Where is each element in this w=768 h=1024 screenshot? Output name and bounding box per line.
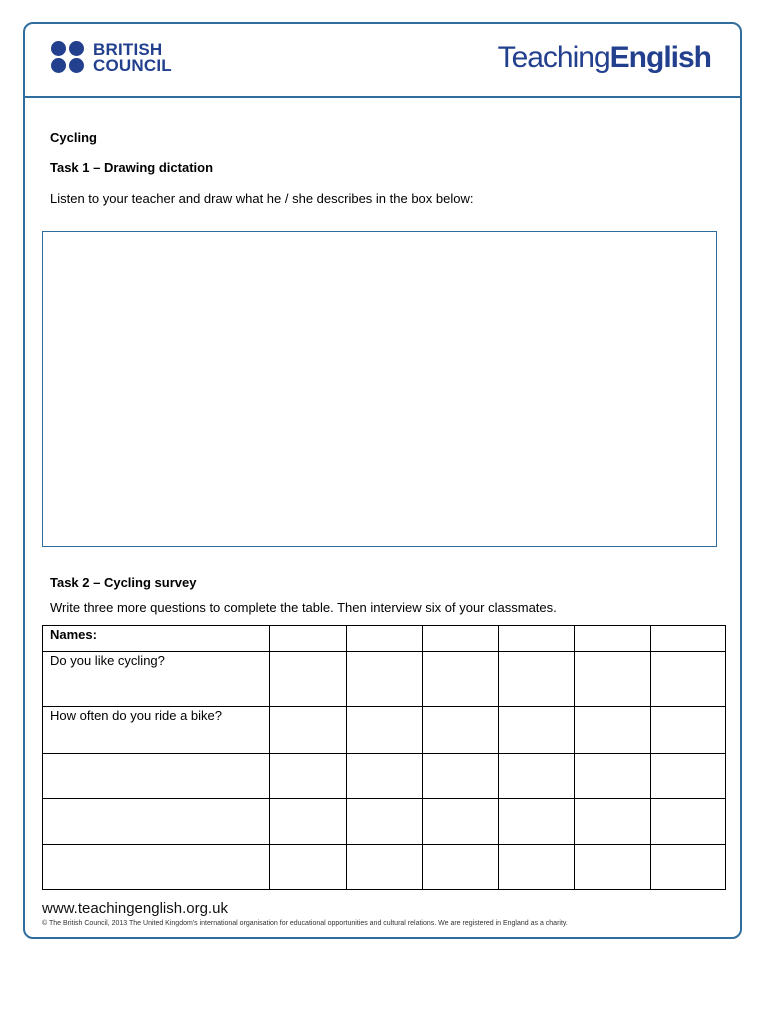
page-title: Cycling: [50, 130, 97, 145]
name-cell[interactable]: [499, 626, 575, 652]
names-label: Names:: [43, 626, 270, 652]
british-council-line2: COUNCIL: [93, 56, 172, 75]
answer-cell[interactable]: [651, 845, 726, 890]
name-cell[interactable]: [651, 626, 726, 652]
english-text: English: [609, 41, 711, 74]
question-cell[interactable]: [43, 754, 270, 799]
name-cell[interactable]: [423, 626, 499, 652]
teaching-english-logo: [498, 41, 711, 75]
table-row: [43, 652, 726, 707]
british-council-dots-icon: [51, 41, 85, 75]
answer-cell[interactable]: [575, 652, 651, 707]
task1-heading: Task 1 – Drawing dictation: [50, 160, 214, 175]
name-cell[interactable]: [270, 626, 347, 652]
answer-cell[interactable]: [270, 754, 347, 799]
answer-cell[interactable]: [499, 707, 575, 754]
survey-table: [42, 625, 726, 890]
task1-instruction: Listen to your teacher and draw what he / she describes in the box below:: [50, 191, 474, 206]
answer-cell[interactable]: [347, 652, 423, 707]
task2-heading: Task 2 – Cycling survey: [50, 575, 197, 590]
answer-cell[interactable]: [499, 799, 575, 845]
copyright-text: © The British Council, 2013 The United Kingdom's international organisation for educational opportunities and cultural relations. We are registered in England as a charity.: [42, 920, 568, 927]
answer-cell[interactable]: [423, 707, 499, 754]
answer-cell[interactable]: [270, 799, 347, 845]
british-council-line1: BRITISH: [93, 40, 163, 59]
answer-cell[interactable]: [651, 754, 726, 799]
british-council-logo: [51, 41, 172, 75]
answer-cell[interactable]: [651, 799, 726, 845]
answer-cell[interactable]: [270, 652, 347, 707]
task2-instruction: Write three more questions to complete the table. Then interview six of your classmates.: [50, 600, 557, 615]
answer-cell[interactable]: [651, 707, 726, 754]
question-cell: How often do you ride a bike?: [43, 707, 270, 754]
question-cell[interactable]: [43, 799, 270, 845]
table-row: [43, 707, 726, 754]
answer-cell[interactable]: [575, 707, 651, 754]
answer-cell[interactable]: [347, 845, 423, 890]
answer-cell[interactable]: [347, 707, 423, 754]
question-cell: Do you like cycling?: [43, 652, 270, 707]
table-row: [43, 845, 726, 890]
answer-cell[interactable]: [575, 754, 651, 799]
answer-cell[interactable]: [499, 652, 575, 707]
answer-cell[interactable]: [270, 707, 347, 754]
answer-cell[interactable]: [423, 845, 499, 890]
website-link[interactable]: www.teachingenglish.org.uk: [42, 900, 228, 917]
drawing-box[interactable]: [42, 231, 717, 547]
answer-cell[interactable]: [423, 652, 499, 707]
answer-cell[interactable]: [347, 799, 423, 845]
answer-cell[interactable]: [575, 845, 651, 890]
table-row: [43, 799, 726, 845]
answer-cell[interactable]: [423, 799, 499, 845]
table-header-row: [43, 626, 726, 652]
answer-cell[interactable]: [651, 652, 726, 707]
question-cell[interactable]: [43, 845, 270, 890]
header-divider: [23, 96, 742, 98]
answer-cell[interactable]: [347, 754, 423, 799]
answer-cell[interactable]: [499, 754, 575, 799]
name-cell[interactable]: [347, 626, 423, 652]
name-cell[interactable]: [575, 626, 651, 652]
teaching-text: Teaching: [497, 41, 610, 74]
answer-cell[interactable]: [270, 845, 347, 890]
answer-cell[interactable]: [499, 845, 575, 890]
answer-cell[interactable]: [423, 754, 499, 799]
table-row: [43, 754, 726, 799]
answer-cell[interactable]: [575, 799, 651, 845]
